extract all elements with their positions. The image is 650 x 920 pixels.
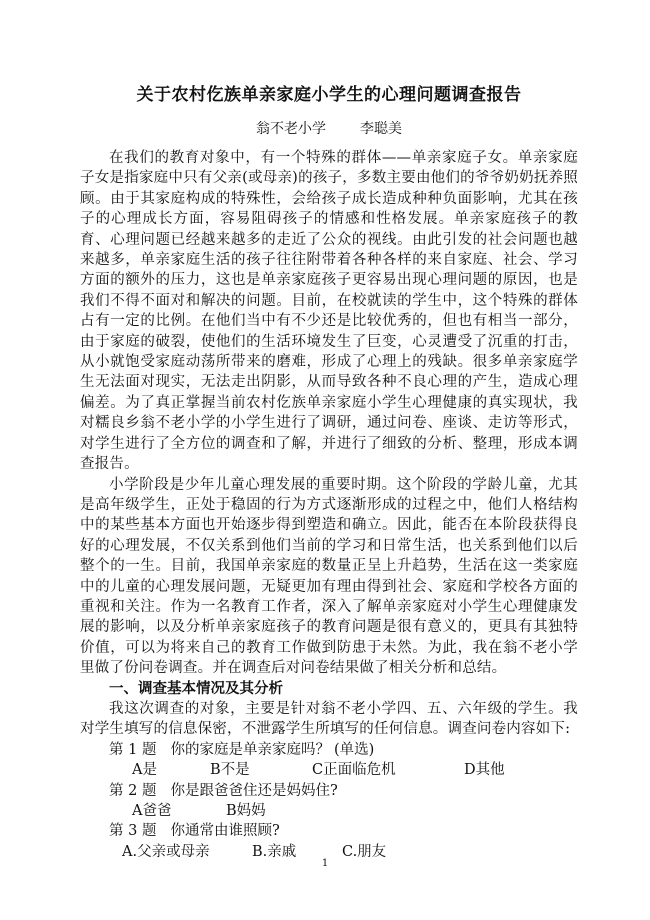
- question-type: (单选): [333, 741, 375, 758]
- school-name: 翁不老小学: [256, 121, 326, 137]
- background-paragraph: 小学阶段是少年儿童心理发展的重要时期。这个阶段的学龄儿童，尤其是高年级学生，正处于稳固的行为方式逐渐形成的过程之中，他们人格结构中的某些基本方面也开始逐步得到塑造和确立。因此，能否在本阶段获得良好的心理发展，不仅关系到他们当前的学习和日常生活，也关系到他们以后整个的一生。目前，我国单亲家庭的数量正呈上升趋势，生活在这一类家庭中的儿童的心理发展问题，无疑更加有理由得到社会、家庭和学校各方面的重视和关注。作为一名教育工作者，深入了解单亲家庭对小学生心理健康发展的影响，以及分析单亲家庭孩子的教育问题是很有意义的，更具有其独特价值，可以为将来自己的教育工作做到防患于未然。为此，我在翁不老小学里做了份问卷调查。并在调查后对问卷结果做了相关分析和总结。: [80, 476, 578, 677]
- option-c: C.朋友: [342, 843, 387, 860]
- question-2-options: [80, 801, 578, 821]
- option-c: C正面临危机: [312, 762, 396, 779]
- question-1-options: [80, 760, 578, 780]
- section-paragraph: 我这次调查的对象，主要是针对翁不老小学四、五、六年级的学生。我对学生填写的信息保密，不泄露学生所填写的任何信息。调查问卷内容如下:: [80, 700, 578, 738]
- question-text: 你的家庭是单亲家庭吗？: [170, 741, 330, 758]
- option-a: A爸爸: [132, 802, 172, 819]
- page-number: 1: [321, 858, 329, 869]
- question-text: 你通常由谁照顾?: [170, 823, 280, 840]
- option-b: B妈妈: [226, 802, 266, 819]
- intro-paragraph: 在我们的教育对象中，有一个特殊的群体——单亲家庭子女。单亲家庭子女是指家庭中只有父亲(或母亲)的孩子，多数主要由他们的爷爷奶奶抚养照顾。由于其家庭构成的特殊性，会给孩子成长造成种种负面影响，尤其在孩子的心理成长方面，容易阻碍孩子的情感和性格发展。单亲家庭孩子的教育、心理问题已经越来越多的走近了公众的视线。由此引发的社会问题也越来越多，单亲家庭生活的孩子往往附带着各种各样的来自家庭、社会、学习方面的额外的压力，这也是单亲家庭孩子更容易出现心理问题的原因，也是我们不得不面对和解决的问题。目前，在校就读的学生中，这个特殊的群体占有一定的比例。在他们当中有不少还是比较优秀的，但也有相当一部分，由于家庭的破裂，使他们的生活环境发生了巨变，心灵遭受了沉重的打击，从小就饱受家庭动荡所带来的磨难，形成了心理上的残缺。很多单亲家庭学生无法面对现实，无法走出阴影，从而导致各种不良心理的产生，造成心理偏差。为了真正掌握当前农村仡族单亲家庭小学生心理健康的真实现状，我对糯良乡翁不老小学的小学生进行了调研，通过问卷、座谈、走访等形式，对学生进行了全方位的调查和了解，并进行了细致的分析、整理，形成本调查报告。: [80, 150, 578, 473]
- author-name: 李聪美: [360, 121, 402, 137]
- question-text: 你是跟爸爸住还是妈妈住?: [170, 782, 338, 799]
- option-a: A是: [132, 762, 157, 779]
- section-heading: 一、调查基本情况及其分析: [109, 679, 283, 697]
- question-2: [80, 781, 578, 801]
- question-number: 第 1 题: [109, 741, 157, 758]
- question-number: 第 3 题: [109, 823, 157, 840]
- question-1: [80, 740, 578, 760]
- option-d: D其他: [464, 762, 505, 779]
- question-3: [80, 821, 578, 841]
- byline: [80, 120, 578, 138]
- option-b: B不是: [210, 762, 250, 779]
- question-number: 第 2 题: [109, 782, 157, 799]
- document-content: [80, 84, 578, 862]
- option-b: B.亲戚: [252, 843, 297, 860]
- option-a: A.父亲或母亲: [122, 843, 210, 860]
- document-title: 关于农村仡族单亲家庭小学生的心理问题调查报告: [136, 85, 522, 105]
